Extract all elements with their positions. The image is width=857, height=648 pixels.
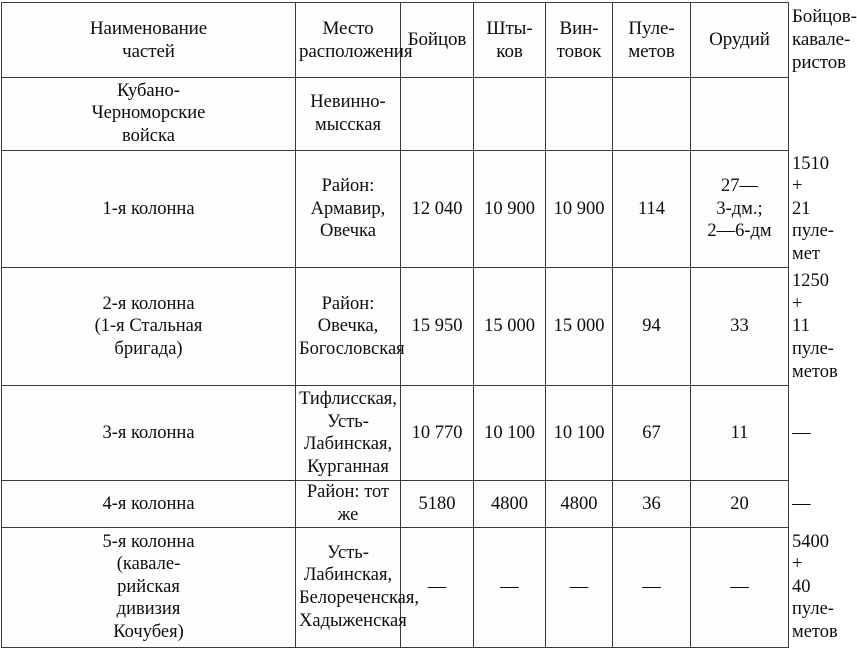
cell-line: 5400 +: [792, 531, 829, 575]
cell-guns: 11: [691, 386, 789, 481]
header-line: ристов: [792, 52, 847, 74]
table-row: [2, 268, 789, 386]
cell-line: бригада): [114, 339, 183, 360]
cell-rifles: 4800: [546, 481, 613, 527]
cell-bayonets: 10 900: [474, 150, 546, 268]
cell-rifles: —: [546, 527, 613, 647]
header-line: Бойцов: [407, 29, 467, 51]
cell-rifles: 15 000: [546, 268, 613, 386]
cell-line: Район:: [321, 176, 375, 197]
cell-line: 1510 +: [792, 153, 829, 197]
cell-bayonets: 15 000: [474, 268, 546, 386]
cell-line: 2—6-дм: [707, 221, 772, 242]
cell-guns: [691, 77, 789, 150]
cell-line: мысская: [315, 114, 381, 135]
cell-line: Кочубея): [113, 621, 184, 642]
header-line: кавале-: [792, 29, 851, 51]
column-header-rifles: [546, 3, 613, 78]
cell-line: Усть-: [327, 411, 369, 432]
cell-unit-name: [2, 527, 296, 647]
cell-guns: [691, 150, 789, 268]
cell-line: Овечка: [320, 221, 376, 242]
cell-fighters: —: [401, 527, 474, 647]
cell-line: мет: [792, 243, 821, 264]
table-header-row: [2, 3, 789, 78]
header-line: расположения: [299, 40, 413, 62]
cell-guns: —: [691, 527, 789, 647]
cell-guns: 20: [691, 481, 789, 527]
table-header: [2, 3, 857, 78]
cell-fighters: [401, 77, 474, 150]
column-header-machine-guns: [613, 3, 691, 78]
cell-fighters: 12 040: [401, 150, 474, 268]
cell-line: Армавир,: [310, 198, 386, 219]
cell-bayonets: 10 100: [474, 386, 546, 481]
cell-line: Белореченская,: [299, 588, 419, 609]
troop-strength-table: [1, 2, 857, 648]
cell-location: [296, 77, 401, 150]
header-line: Шты-: [486, 17, 533, 39]
table-row: [2, 77, 789, 150]
cell-line: Черноморские: [91, 103, 206, 124]
cell-line: 1250 +: [792, 271, 829, 314]
cell-unit-name: 1-я колонна: [2, 150, 296, 268]
cell-unit-name: 4-я колонна: [2, 481, 296, 527]
cell-fighters: 5180: [401, 481, 474, 527]
cell-location: [296, 150, 401, 268]
table-body: [2, 77, 838, 647]
cell-rifles: 10 900: [546, 150, 613, 268]
cell-guns: 33: [691, 268, 789, 386]
cell-line: 5-я колонна: [102, 531, 195, 552]
column-header-unit-name: [2, 3, 296, 78]
cell-unit-name: 3-я колонна: [2, 386, 296, 481]
header-line: Бойцов-: [792, 6, 857, 27]
table-row: 4-я колонна Район: тот же 5180 4800 4800 36 20 —: [2, 481, 789, 527]
header-line: метов: [628, 40, 675, 62]
cell-unit-name: [2, 268, 296, 386]
cell-machine-guns: 36: [613, 481, 691, 527]
cell-line: войска: [122, 125, 175, 146]
cell-line: 2-я колонна: [102, 293, 195, 314]
cell-location: [296, 268, 405, 386]
header-line: Пуле-: [628, 17, 675, 39]
cell-line: Богословская: [299, 339, 405, 360]
cell-location: [296, 527, 419, 647]
cell-machine-guns: 114: [613, 150, 691, 268]
cell-line: метов: [792, 621, 838, 642]
table-row: [2, 150, 789, 268]
header-line: Наименование: [89, 17, 208, 39]
cell-line: метов: [792, 361, 838, 382]
cell-line: Лабинская,: [303, 565, 393, 586]
cell-line: Лабинская,: [303, 434, 393, 455]
cell-line: (1-я Стальная: [94, 316, 203, 337]
cell-line: (кавале-: [116, 554, 181, 575]
table-row: 3-я колонна Тифлисская, Усть- Лабинская, Курганная 10 770 10 100 10 100 67 11 —: [2, 386, 789, 481]
cell-line: 11 пуле-: [792, 316, 834, 360]
cell-line: Кубано-: [117, 80, 180, 101]
cell-line: Усть-: [327, 542, 369, 563]
column-header-fighters: [401, 3, 474, 78]
cell-unit-name: [2, 77, 296, 150]
header-line: Вин-: [559, 17, 599, 39]
header-line: Орудий: [709, 29, 770, 51]
cell-line: Тифлисская,: [299, 389, 397, 410]
cell-bayonets: 4800: [474, 481, 546, 527]
cell-line: Район: Овечка,: [317, 293, 379, 337]
header-line: Место: [322, 17, 374, 39]
cell-fighters: 15 950: [401, 268, 474, 386]
cell-line: рийская: [117, 576, 180, 597]
column-header-bayonets: [474, 3, 546, 78]
cell-line: Курганная: [307, 456, 389, 477]
cell-bayonets: —: [474, 527, 546, 647]
cell-machine-guns: 94: [613, 268, 691, 386]
cell-machine-guns: 67: [613, 386, 691, 481]
table-row: [2, 527, 789, 647]
cell-bayonets: [474, 77, 546, 150]
cell-rifles: [546, 77, 613, 150]
header-line: товок: [556, 40, 602, 62]
cell-location: [296, 386, 401, 481]
cell-line: Хадыженская: [299, 610, 407, 631]
column-header-location: [296, 3, 413, 78]
cell-location: Район: тот же: [296, 481, 401, 527]
cell-line: 21 пуле-: [792, 198, 834, 242]
header-line: ков: [496, 40, 523, 62]
cell-machine-guns: [613, 77, 691, 150]
cell-rifles: 10 100: [546, 386, 613, 481]
cell-line: дивизия: [116, 599, 181, 620]
cell-machine-guns: —: [613, 527, 691, 647]
cell-line: 40 пуле-: [792, 576, 834, 620]
cell-line: 3-дм.;: [716, 198, 763, 219]
header-line: частей: [122, 40, 175, 62]
cell-fighters: 10 770: [401, 386, 474, 481]
cell-line: Невинно-: [310, 91, 386, 112]
cell-line: 27—: [721, 176, 758, 197]
column-header-guns: [691, 3, 789, 78]
